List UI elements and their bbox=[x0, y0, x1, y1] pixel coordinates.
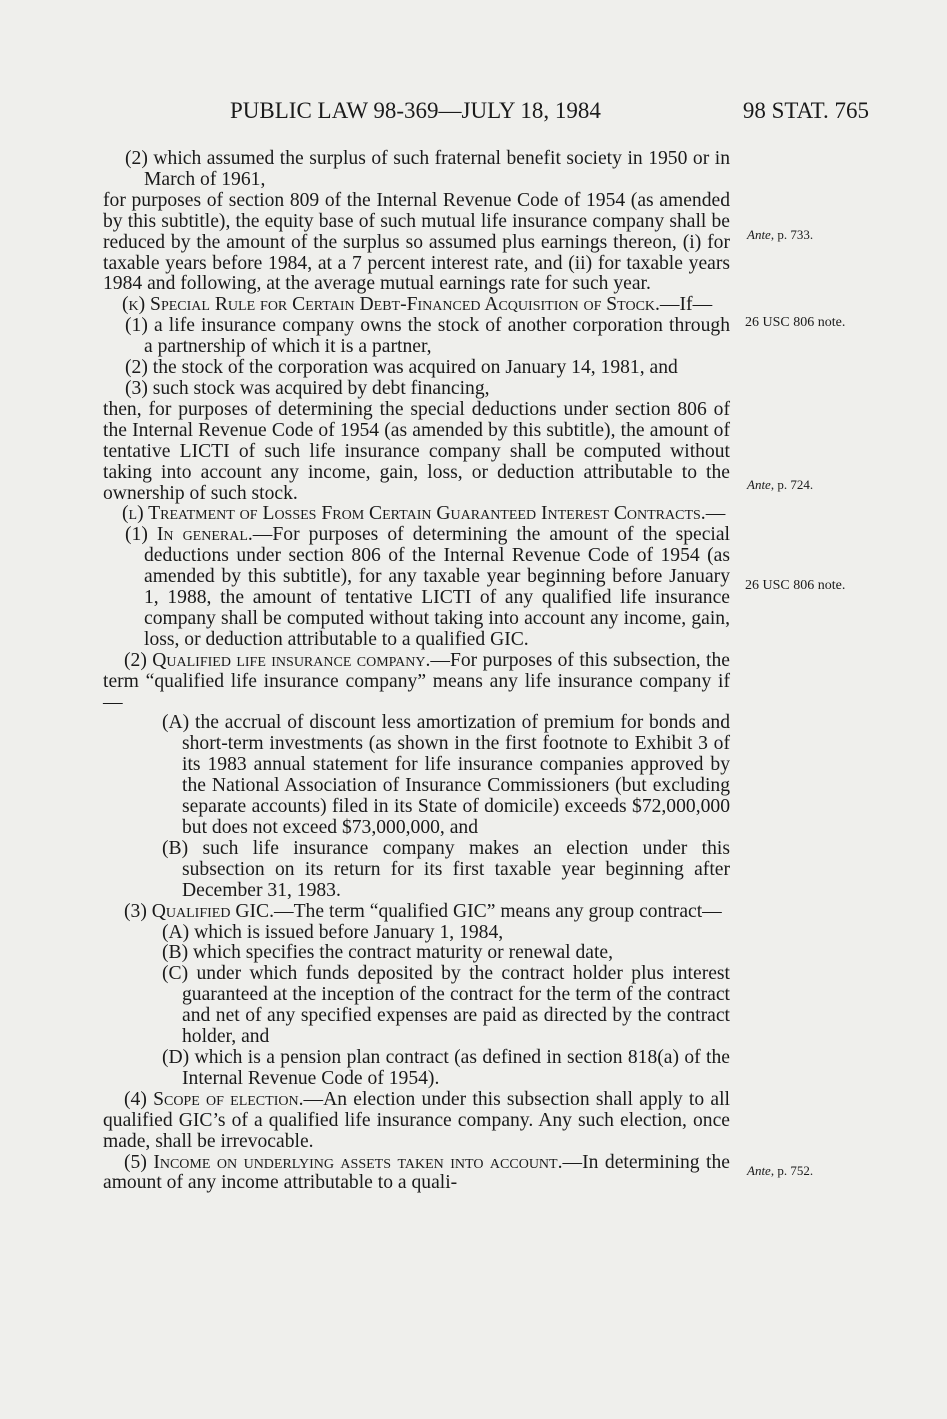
paragraph-text: —For purposes of determining the amount of the special deductions under section 806 of the Internal Revenue Code of 1954 (as amended by this subtitle), for any taxable year beginning before January 1, 1988, the amount of tentative LICTI of any qualified life insurance company shall be computed without taking into account any income, gain, loss, or deduction attributable to a qualified GIC. bbox=[144, 524, 730, 650]
paragraph-text: (2) the stock of the corporation was acquired on January 14, 1981, and bbox=[125, 357, 678, 379]
paragraph-text: (D) which is a pension plan contract (as defined in section 818(a) of the Internal Revenue Code of 1954). bbox=[162, 1046, 730, 1089]
paragraph-text: then, for purposes of determining the special deductions under section 806 of the Internal Revenue Code of 1954 (as amended by this subtitle), the amount of tentative LICTI of such life insurance company shall be computed without taking into account any income, gain, loss, or deduction attributable to the ownership of such stock. bbox=[103, 398, 730, 504]
statute-paragraph bbox=[103, 943, 730, 964]
paragraph-text: —The term “qualified GIC” means any group contract— bbox=[273, 900, 722, 922]
statute-paragraph bbox=[103, 964, 730, 1048]
statute-paragraph bbox=[103, 1090, 730, 1153]
statute-paragraph bbox=[103, 316, 730, 358]
stat-page-number: 98 STAT. 765 bbox=[742, 98, 869, 123]
paragraph-heading: (5) Income on underlying assets taken into account. bbox=[124, 1151, 563, 1173]
margin-note-ante-752: Ante, p. 752. bbox=[747, 1163, 814, 1178]
statute-paragraph bbox=[103, 1153, 730, 1195]
paragraph-text: (C) under which funds deposited by the contract holder plus interest guaranteed at the inception of the contract for the term of the contract and net of any specified expenses are paid as directed by the contract holder, and bbox=[162, 963, 730, 1048]
paragraph-text: (A) which is issued before January 1, 1984, bbox=[162, 921, 504, 943]
margin-note-usc-1: 26 USC 806 note. bbox=[745, 315, 846, 330]
statute-paragraph bbox=[103, 839, 730, 902]
paragraph-heading: (4) Scope of election. bbox=[124, 1088, 304, 1110]
paragraph-text: (3) such stock was acquired by debt financing, bbox=[125, 377, 490, 399]
paragraph-text: (1) a life insurance company owns the stock of another corporation through a partnership of which it is a partner, bbox=[125, 315, 730, 358]
page-header bbox=[0, 98, 947, 134]
paragraph-text: (B) which specifies the contract maturity or renewal date, bbox=[162, 942, 614, 964]
statute-paragraph bbox=[103, 902, 730, 923]
paragraph-heading: (l) Treatment of Losses From Certain Guaranteed Interest Contracts. bbox=[122, 503, 706, 525]
statute-paragraph bbox=[103, 358, 730, 379]
paragraph-text: —For purposes of this subsection, the term “qualified life insurance company” means any life insurance company if— bbox=[103, 649, 730, 713]
statute-body bbox=[103, 149, 730, 1194]
statute-paragraph bbox=[103, 923, 730, 944]
statute-paragraph bbox=[103, 379, 730, 400]
paragraph-text: —In determining the amount of any income attributable to a quali- bbox=[103, 1151, 730, 1194]
paragraph-text: —If— bbox=[659, 294, 713, 316]
statute-paragraph bbox=[103, 149, 730, 191]
paragraph-text: —An election under this subsection shall apply to all qualified GIC’s of a qualified life insurance company. Any such election, once made, shall be irrevocable. bbox=[103, 1088, 730, 1152]
paragraph-text: — bbox=[705, 503, 726, 525]
paragraph-heading: (1) In general. bbox=[125, 524, 253, 546]
paragraph-text: for purposes of section 809 of the Internal Revenue Code of 1954 (as amended by this subtitle), the equity base of such mutual life insurance company shall be reduced by the amount of the surplus so assumed plus earnings thereon, (i) for taxable years before 1984, at a 7 percent interest rate, and (ii) for taxable years 1984 and following, at the average mutual earnings rate for such year. bbox=[103, 189, 730, 295]
statute-paragraph bbox=[103, 651, 730, 714]
paragraph-heading: (3) Qualified GIC. bbox=[124, 900, 274, 922]
statute-paragraph bbox=[103, 191, 730, 296]
statute-paragraph bbox=[103, 400, 730, 505]
margin-note-ante-724: Ante, p. 724. bbox=[747, 477, 814, 492]
paragraph-heading: (2) Qualified life insurance company. bbox=[124, 649, 431, 671]
public-law-title: PUBLIC LAW 98-369—JULY 18, 1984 bbox=[230, 98, 601, 123]
paragraph-text: (B) such life insurance company makes an election under this subsection on its return for its first taxable year beginning after December 31, 1983. bbox=[162, 837, 730, 901]
paragraph-text: (2) which assumed the surplus of such fraternal benefit society in 1950 or in March of 1961, bbox=[125, 148, 730, 190]
paragraph-text: (A) the accrual of discount less amortization of premium for bonds and short-term investments (as shown in the first footnote to Exhibit 3 of its 1983 annual statement for life insurance companies approved by the National Association of Insurance Commissioners (but excluding separate accounts) filed in its State of domicile) exceeds $72,000,000 but does not exceed $73,000,000, and bbox=[162, 712, 730, 838]
statute-paragraph bbox=[103, 295, 730, 316]
statute-paragraph bbox=[103, 504, 730, 525]
margin-note-ante-733: Ante, p. 733. bbox=[747, 227, 814, 242]
statute-paragraph bbox=[103, 713, 730, 838]
statute-paragraph bbox=[103, 1048, 730, 1090]
paragraph-heading: (k) Special Rule for Certain Debt-Financed Acquisition of Stock. bbox=[122, 294, 660, 316]
margin-note-usc-2: 26 USC 806 note. bbox=[745, 578, 846, 593]
statute-paragraph bbox=[103, 525, 730, 650]
